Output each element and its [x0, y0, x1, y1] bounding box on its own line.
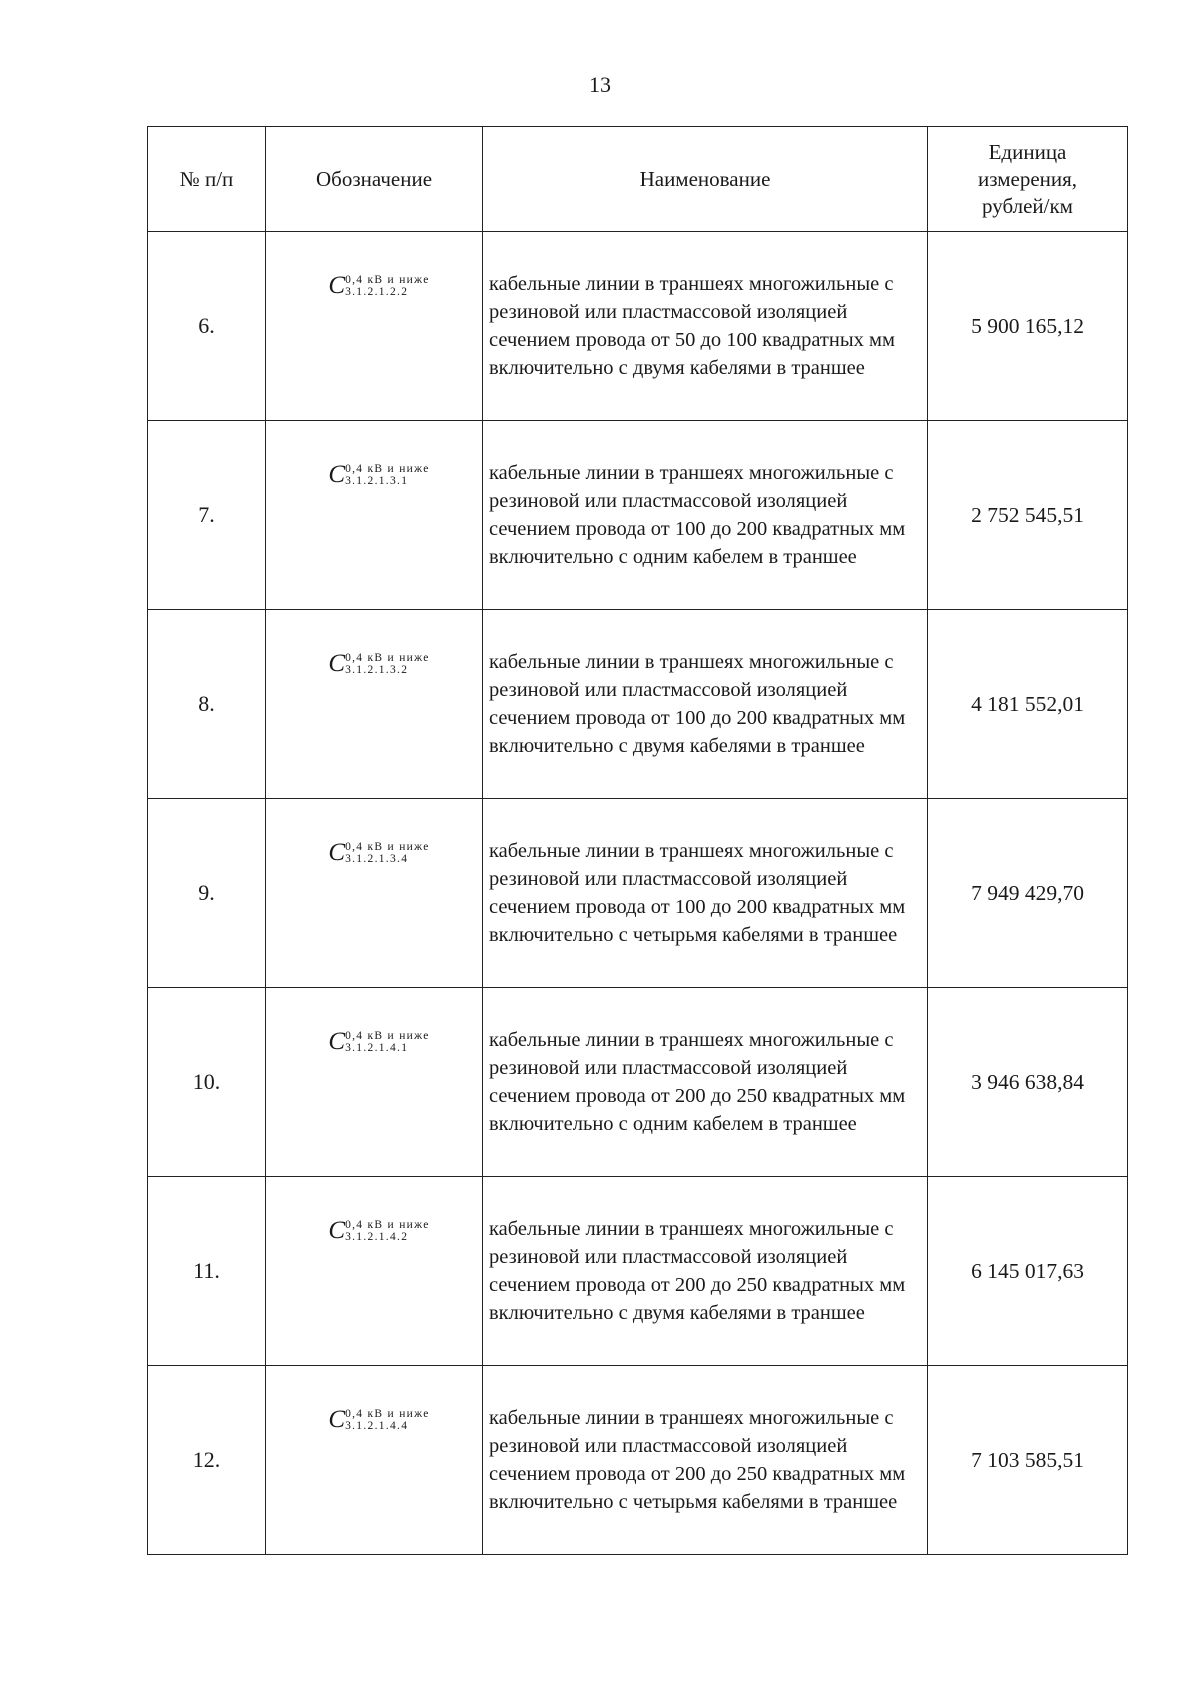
table-row	[148, 988, 1128, 1177]
designation-superscript: 0,4 кВ и ниже	[345, 1219, 430, 1231]
row-number: 9.	[148, 799, 266, 988]
designation-scripts	[345, 272, 430, 298]
row-name: кабельные линии в траншеях многожильные с резиновой или пластмассовой изоляцией сечением провода от 200 до 250 квадратных мм включительно с двумя кабелями в траншее	[483, 1177, 928, 1366]
row-price: 3 946 638,84	[928, 988, 1128, 1177]
designation-subscript: 3.1.2.1.3.2	[345, 664, 409, 676]
header-num: № п/п	[148, 127, 266, 232]
table-row	[148, 610, 1128, 799]
designation-scripts	[345, 650, 430, 676]
row-name: кабельные линии в траншеях многожильные с резиновой или пластмассовой изоляцией сечением провода от 50 до 100 квадратных мм включительно с двумя кабелями в траншее	[483, 232, 928, 421]
row-number: 12.	[148, 1366, 266, 1555]
row-number: 11.	[148, 1177, 266, 1366]
row-designation	[266, 1177, 483, 1366]
designation-letter: C	[328, 272, 346, 299]
row-number: 7.	[148, 421, 266, 610]
table-row	[148, 1366, 1128, 1555]
row-number: 8.	[148, 610, 266, 799]
row-number: 10.	[148, 988, 266, 1177]
designation-superscript: 0,4 кВ и ниже	[345, 1408, 430, 1420]
designation-formula	[328, 1406, 429, 1434]
designation-superscript: 0,4 кВ и ниже	[345, 274, 430, 286]
row-price: 7 949 429,70	[928, 799, 1128, 988]
designation-subscript: 3.1.2.1.3.1	[345, 475, 409, 487]
designation-letter: C	[328, 1217, 346, 1244]
designation-scripts	[345, 1028, 430, 1054]
row-designation	[266, 610, 483, 799]
row-designation	[266, 421, 483, 610]
row-name: кабельные линии в траншеях многожильные с резиновой или пластмассовой изоляцией сечением провода от 200 до 250 квадратных мм включительно с четырьмя кабелями в траншее	[483, 1366, 928, 1555]
designation-scripts	[345, 1217, 430, 1243]
row-price: 2 752 545,51	[928, 421, 1128, 610]
designation-letter: C	[328, 650, 346, 677]
tariff-table	[147, 126, 1128, 1555]
designation-subscript: 3.1.2.1.4.2	[345, 1231, 409, 1243]
designation-formula	[328, 839, 429, 867]
row-price: 7 103 585,51	[928, 1366, 1128, 1555]
row-designation	[266, 232, 483, 421]
page-number: 13	[589, 72, 611, 97]
designation-superscript: 0,4 кВ и ниже	[345, 841, 430, 853]
designation-subscript: 3.1.2.1.3.4	[345, 853, 409, 865]
designation-letter: C	[328, 1406, 346, 1433]
header-name: Наименование	[483, 127, 928, 232]
designation-superscript: 0,4 кВ и ниже	[345, 1030, 430, 1042]
row-name: кабельные линии в траншеях многожильные с резиновой или пластмассовой изоляцией сечением провода от 100 до 200 квадратных мм включительно с четырьмя кабелями в траншее	[483, 799, 928, 988]
row-name: кабельные линии в траншеях многожильные с резиновой или пластмассовой изоляцией сечением провода от 200 до 250 квадратных мм включительно с одним кабелем в траншее	[483, 988, 928, 1177]
designation-scripts	[345, 839, 430, 865]
row-name: кабельные линии в траншеях многожильные с резиновой или пластмассовой изоляцией сечением провода от 100 до 200 квадратных мм включительно с одним кабелем в траншее	[483, 421, 928, 610]
designation-letter: C	[328, 839, 346, 866]
designation-letter: C	[328, 1028, 346, 1055]
designation-subscript: 3.1.2.1.4.4	[345, 1420, 409, 1432]
row-name: кабельные линии в траншеях многожильные с резиновой или пластмассовой изоляцией сечением провода от 100 до 200 квадратных мм включительно с двумя кабелями в траншее	[483, 610, 928, 799]
designation-formula	[328, 1217, 429, 1245]
designation-formula	[328, 650, 429, 678]
header-unit: Единица измерения, рублей/км	[928, 127, 1128, 232]
table-row	[148, 1177, 1128, 1366]
designation-subscript: 3.1.2.1.4.1	[345, 1042, 409, 1054]
table-row	[148, 232, 1128, 421]
designation-formula	[328, 272, 429, 300]
row-designation	[266, 1366, 483, 1555]
header-code: Обозначение	[266, 127, 483, 232]
table-header-row	[148, 127, 1128, 232]
row-price: 4 181 552,01	[928, 610, 1128, 799]
designation-formula	[328, 1028, 429, 1056]
designation-letter: C	[328, 461, 346, 488]
table-row	[148, 421, 1128, 610]
row-price: 5 900 165,12	[928, 232, 1128, 421]
designation-scripts	[345, 1406, 430, 1432]
designation-scripts	[345, 461, 430, 487]
designation-superscript: 0,4 кВ и ниже	[345, 463, 430, 475]
row-designation	[266, 799, 483, 988]
row-number: 6.	[148, 232, 266, 421]
designation-formula	[328, 461, 429, 489]
row-price: 6 145 017,63	[928, 1177, 1128, 1366]
row-designation	[266, 988, 483, 1177]
designation-subscript: 3.1.2.1.2.2	[345, 286, 409, 298]
table-row	[148, 799, 1128, 988]
designation-superscript: 0,4 кВ и ниже	[345, 652, 430, 664]
table-body	[148, 232, 1128, 1555]
